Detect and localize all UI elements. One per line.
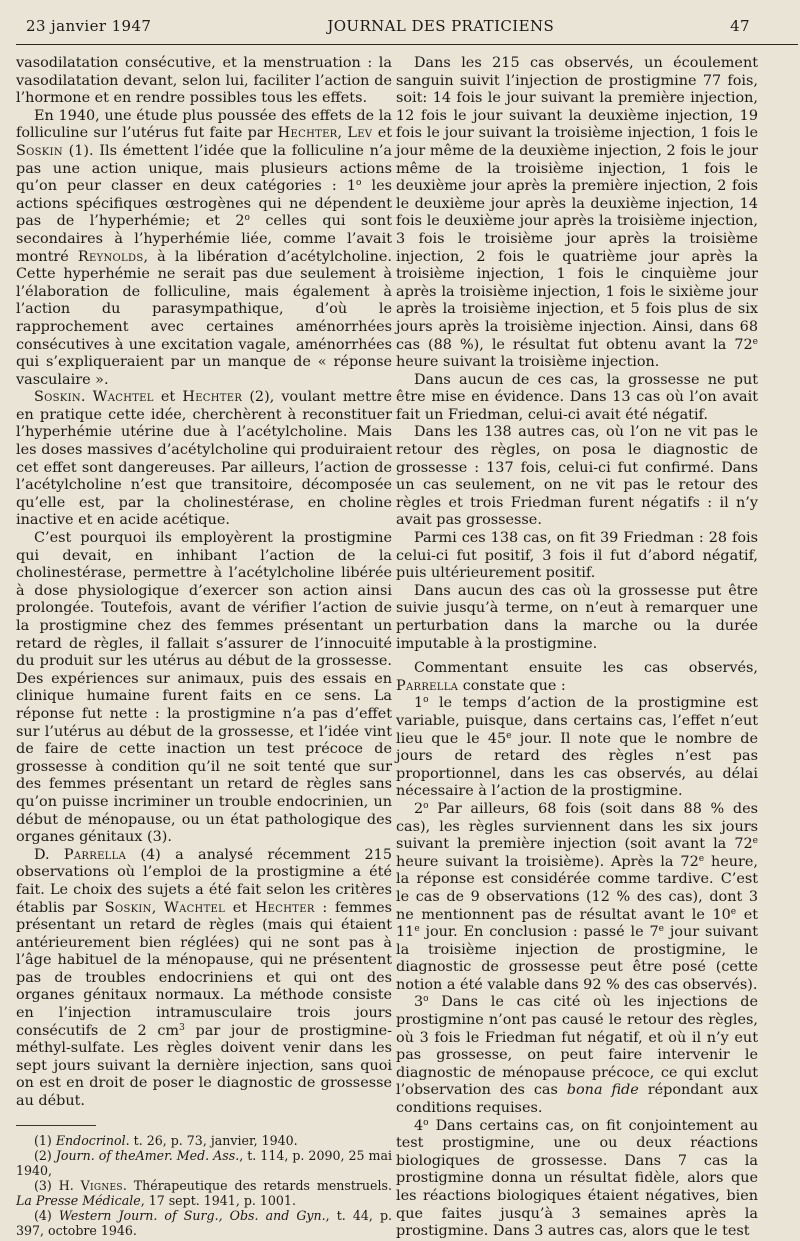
italic-phrase: bona fide: [566, 1082, 639, 1099]
superscript: o: [244, 213, 250, 224]
text-run: et: [153, 389, 183, 406]
citation-source: Journ. of theAmer. Med. Ass.: [55, 1147, 240, 1163]
paragraph: vasodilatation consécutive, et la menstruation : la vasodilatation devant, selon lui, faciliter l’action de l’hormone et en rendre possibles tous les effets.: [16, 55, 392, 107]
text-run: et: [372, 125, 392, 142]
superscript: e: [752, 336, 758, 347]
paragraph: [396, 801, 758, 995]
author-name: Soskin: [16, 142, 63, 159]
superscript: e: [414, 924, 420, 935]
text-run: . Thérapeutique des retards menstruels.: [122, 1177, 392, 1193]
citation-source: La Presse Médicale: [16, 1192, 141, 1208]
text-run: ,: [151, 899, 164, 916]
footnote-rule: [16, 1125, 96, 1126]
text-run: (2): [34, 1147, 56, 1163]
text-run: répondant aux conditions requises.: [396, 1082, 758, 1117]
citation-source: Endocrinol: [55, 1132, 126, 1148]
text-run: Commentant ensuite les cas observés,: [414, 660, 758, 677]
author-name: Wachtel: [92, 389, 154, 406]
superscript: e: [752, 836, 758, 847]
author-name: Hechter: [254, 899, 315, 916]
text-run: jour. En conclusion : passé le 7: [419, 924, 659, 941]
running-header: [26, 17, 750, 39]
superscript: e: [698, 853, 705, 864]
superscript: e: [658, 924, 664, 935]
text-run: .: [80, 389, 93, 406]
header-rule: [16, 44, 798, 45]
paragraph: [396, 660, 758, 695]
text-run: Dans certains cas, on fit conjointement au test prostigmine, une ou deux réactions biologiques de grossesse. Dans 7 cas la prostigmine donna un résultat fidèle, alors que les réactions biologiques étaient négatives, bien que faites jusqu’à 3 semaines après la prostigmine. Dans 3 autres cas, alors que le test: [396, 1117, 758, 1240]
author-name: Parrella: [63, 846, 127, 863]
text-run: , à la libération d’acétylcholine. Cette hyperhémie ne serait pas due seulement à l’élaboration de folliculine, mais également à l’action du parasympathique, d’où le rapprochement avec certaines aménorrhées consécutives à une excitation vagale, aménorrhées qui s’expliqueraient par un manque de « réponse vasculaire ».: [16, 248, 392, 388]
left-column: [16, 55, 392, 1238]
text-run: et: [225, 899, 255, 916]
paragraph: [396, 55, 758, 372]
text-run: (1). Ils émettent l’idée que la folliculine n’a pas une action unique, mais plusieurs actions qu’on peur classer en deux catégories : 1: [16, 142, 392, 195]
text-run: par jour de prostigmine-méthyl-sulfate. Les règles doivent venir dans les sept jours suivant la dernière injection, sans quoi on est en droit de poser le diagnostic de grossesse au début.: [16, 1022, 392, 1110]
text-run: celles qui sont secondaires à l’hyperhémie liée, comme l’avait montré: [16, 213, 392, 265]
text-run: , 17 sept. 1941, p. 1001.: [140, 1192, 296, 1208]
text-run: D.: [34, 846, 64, 863]
superscript: e: [730, 906, 737, 917]
text-run: En 1940, une étude plus poussée des effets de la folliculine sur l’utérus fut faite par: [16, 107, 392, 142]
text-run: heure suivant la troisième injection.: [396, 354, 660, 371]
citation-source: Western Journ. of Surg., Obs. and Gyn.: [58, 1207, 326, 1223]
text-run: 4: [414, 1117, 424, 1134]
paragraph: [16, 389, 392, 530]
text-run: le temps d’action de la prostigmine est variable, puisque, dans certains cas, l’effet n’eut lieu que le 45: [396, 695, 758, 747]
paragraph: [16, 108, 392, 390]
paragraph: [396, 994, 758, 1117]
header-date: 23 janvier 1947: [26, 17, 152, 35]
superscript: o: [423, 994, 429, 1005]
text-run: les actions spécifiques œstrogènes qui ne dépendent pas de l’hyperhémie; et 2: [16, 178, 392, 230]
paragraph: [396, 695, 758, 801]
paragraph: C’est pourquoi ils employèrent la prostigmine qui devait, en inhibant l’action de la cholinestérase, permettre à l’acétylcholine libérée à dose physiologique d’exercer son action ainsi prolongée. Toutefois, avant de vérifier l’action de la prostigmine chez des femmes présentant un retard de règles, il fallait s’assurer de l’innocuité du produit sur les utérus au début de la grossesse. Des expériences sur animaux, puis des essais en clinique humaine furent faits en ce sens. La réponse fut nette : la prostigmine n’a pas d’effet sur l’utérus au début de la grossesse, et l’idée vint de faire de cette inaction un test précoce de grossesse à condition qu’il ne soit tenté que sur des femmes présentant un retard de règles sans qu’on puisse incriminer un trouble endocrinien, un début de ménopause, ou un état pathologique des organes génitaux (3).: [16, 530, 392, 846]
footnote: [16, 1133, 392, 1148]
text-run: constate que :: [458, 677, 566, 694]
author-name: Hechter: [182, 389, 243, 406]
author-name: Reynolds: [77, 248, 144, 265]
paragraph: [16, 847, 392, 1111]
text-run: jour suivant la troisième injection de prostigmine, le diagnostic de grossesse peut être posé (cette notion a été valable dans 92 % des cas observés).: [396, 924, 758, 993]
text-run: (2), voulant mettre en pratique cette idée, cherchèrent à reconstituer l’hyperhémie utérine due à l’acétylcholine. Mais les doses massives d’acétylcholine qui produiraient cet effet sont dangereuses. Par ailleurs, l’action de l’acétylcholine n’est que transitoire, décomposée qu’elle est, par la cholinestérase, en choline inactive et en acide acétique.: [16, 389, 392, 529]
text-run: Dans le cas cité où les injections de prostigmine n’ont pas causé le retour des règles, où 3 fois le Friedman fut négatif, et où il n’y eut pas grossesse, on peut faire intervenir le diagnostic de ménopause précoce, ce qui exclut l’observation des cas: [396, 994, 758, 1099]
paragraph: [396, 1118, 758, 1241]
paragraph: Parmi ces 138 cas, on fit 39 Friedman : 28 fois celui-ci fut positif, 3 fois il fut d’abord négatif, puis ultérieurement positif.: [396, 530, 758, 582]
text-run: Par ailleurs, 68 fois (soit dans 88 % des cas), les règles surviennent dans les six jours suivant la première injection (soit avant la 72: [396, 800, 758, 853]
text-run: (4): [34, 1207, 59, 1223]
superscript: o: [355, 178, 362, 189]
text-run: (4) a analysé récemment 215 observations où l’emploi de la prostigmine a été fait. Le choix des sujets a été fait selon les critères établis par: [16, 846, 392, 916]
footnote: [16, 1208, 392, 1238]
footnote: [16, 1148, 392, 1178]
right-column: [396, 55, 758, 1241]
author-name: Soskin: [104, 899, 152, 916]
text-run: jour. Il note que le nombre de jours de retard des règles n’est pas proportionnel, dans les cas observés, au délai nécessaire à l’action de la prostigmine.: [396, 730, 758, 800]
superscript: e: [506, 730, 512, 741]
text-run: heure, la réponse est considérée comme tardive. C’est le cas de 9 observations (12 % des cas), dont 3 ne mentionnent pas de résultat avant le 10: [396, 853, 758, 923]
superscript: o: [423, 1117, 429, 1128]
paragraph: Dans aucun de ces cas, la grossesse ne put être mise en évidence. Dans 13 cas où l’on avait fait un Friedman, celui-ci avait été négatif.: [396, 371, 758, 423]
author-name: Vignes: [80, 1177, 123, 1193]
text-run: 1: [414, 695, 424, 712]
text-run: 3: [414, 994, 424, 1011]
text-run: (1): [34, 1132, 56, 1148]
text-run: ,: [337, 125, 348, 142]
author-name: Parrella: [396, 677, 459, 694]
text-run: et 11: [396, 906, 758, 941]
author-name: Soskin: [34, 389, 81, 406]
superscript: 3: [179, 1022, 185, 1033]
paragraph: Dans aucun des cas où la grossesse put être suivie jusqu’à terme, on n’eut à remarquer une perturbation dans la marche ou la durée imputable à la prostigmine.: [396, 582, 758, 652]
text-run: , t. 114, p. 2090, 25 mai 1940,: [16, 1147, 393, 1178]
paragraph: Dans les 138 autres cas, où l’on ne vit pas le retour des règles, on posa le diagnostic de grossesse : 137 fois, celui-ci fut confirmé. Dans un cas seulement, on ne vit pas le retour des règles et trois Friedman furent négatifs : il n’y avait pas grossesse.: [396, 424, 758, 529]
text-run: heure suivant la troisième). Après la 72: [396, 853, 699, 870]
footnote: [16, 1178, 392, 1208]
author-name: Wachtel: [163, 899, 226, 916]
text-run: : femmes présentant un retard de règles (mais qui étaient antérieurement bien réglées) qui ne sont pas à l’âge habituel de la ménopause, qui ne présentent pas de troubles endocriniens et qui ont des organes génitaux normaux. La méthode consiste en l’injection intramusculaire trois jours consécutifs de 2 cm: [16, 899, 392, 1039]
header-journal-title: JOURNAL DES PRATICIENS: [327, 17, 555, 35]
text-run: 2: [414, 800, 424, 817]
superscript: o: [423, 695, 429, 706]
author-name: Lev: [347, 125, 373, 142]
text-run: Dans les 215 cas observés, un écoulement sanguin suivit l’injection de prostigmine 77 fois, soit: 14 fois le jour suivant la première injection, 12 fois le jour suivant la deuxième injection, 19 fois le jour suivant la troisième injection, 1 fois le jour même de la deuxième injection, 2 fois le jour même de la troisième injection, 1 fois le deuxième jour après la première injection, 2 fois le deuxième jour après la deuxième injection, 14 fois le deuxième jour après la troisième injection, 3 fois le troisième jour après la troisième injection, 2 fois le quatrième jour après la troisième injection, 1 fois le cinquième jour après la troisième injection, 1 fois le sixième jour après la troisième injection, et 5 fois plus de six jours après la troisième injection. Ainsi, dans 68 cas (88 %), le résultat fut obtenu avant la 72: [396, 55, 758, 353]
text-run: , t. 44, p. 397, octobre 1946.: [16, 1207, 393, 1238]
header-page-number: 47: [730, 17, 750, 35]
author-name: Hechter: [277, 125, 338, 142]
superscript: o: [423, 800, 429, 811]
text-run: . t. 26, p. 73, janvier, 1940.: [125, 1132, 298, 1148]
text-run: (3) H.: [34, 1177, 81, 1193]
